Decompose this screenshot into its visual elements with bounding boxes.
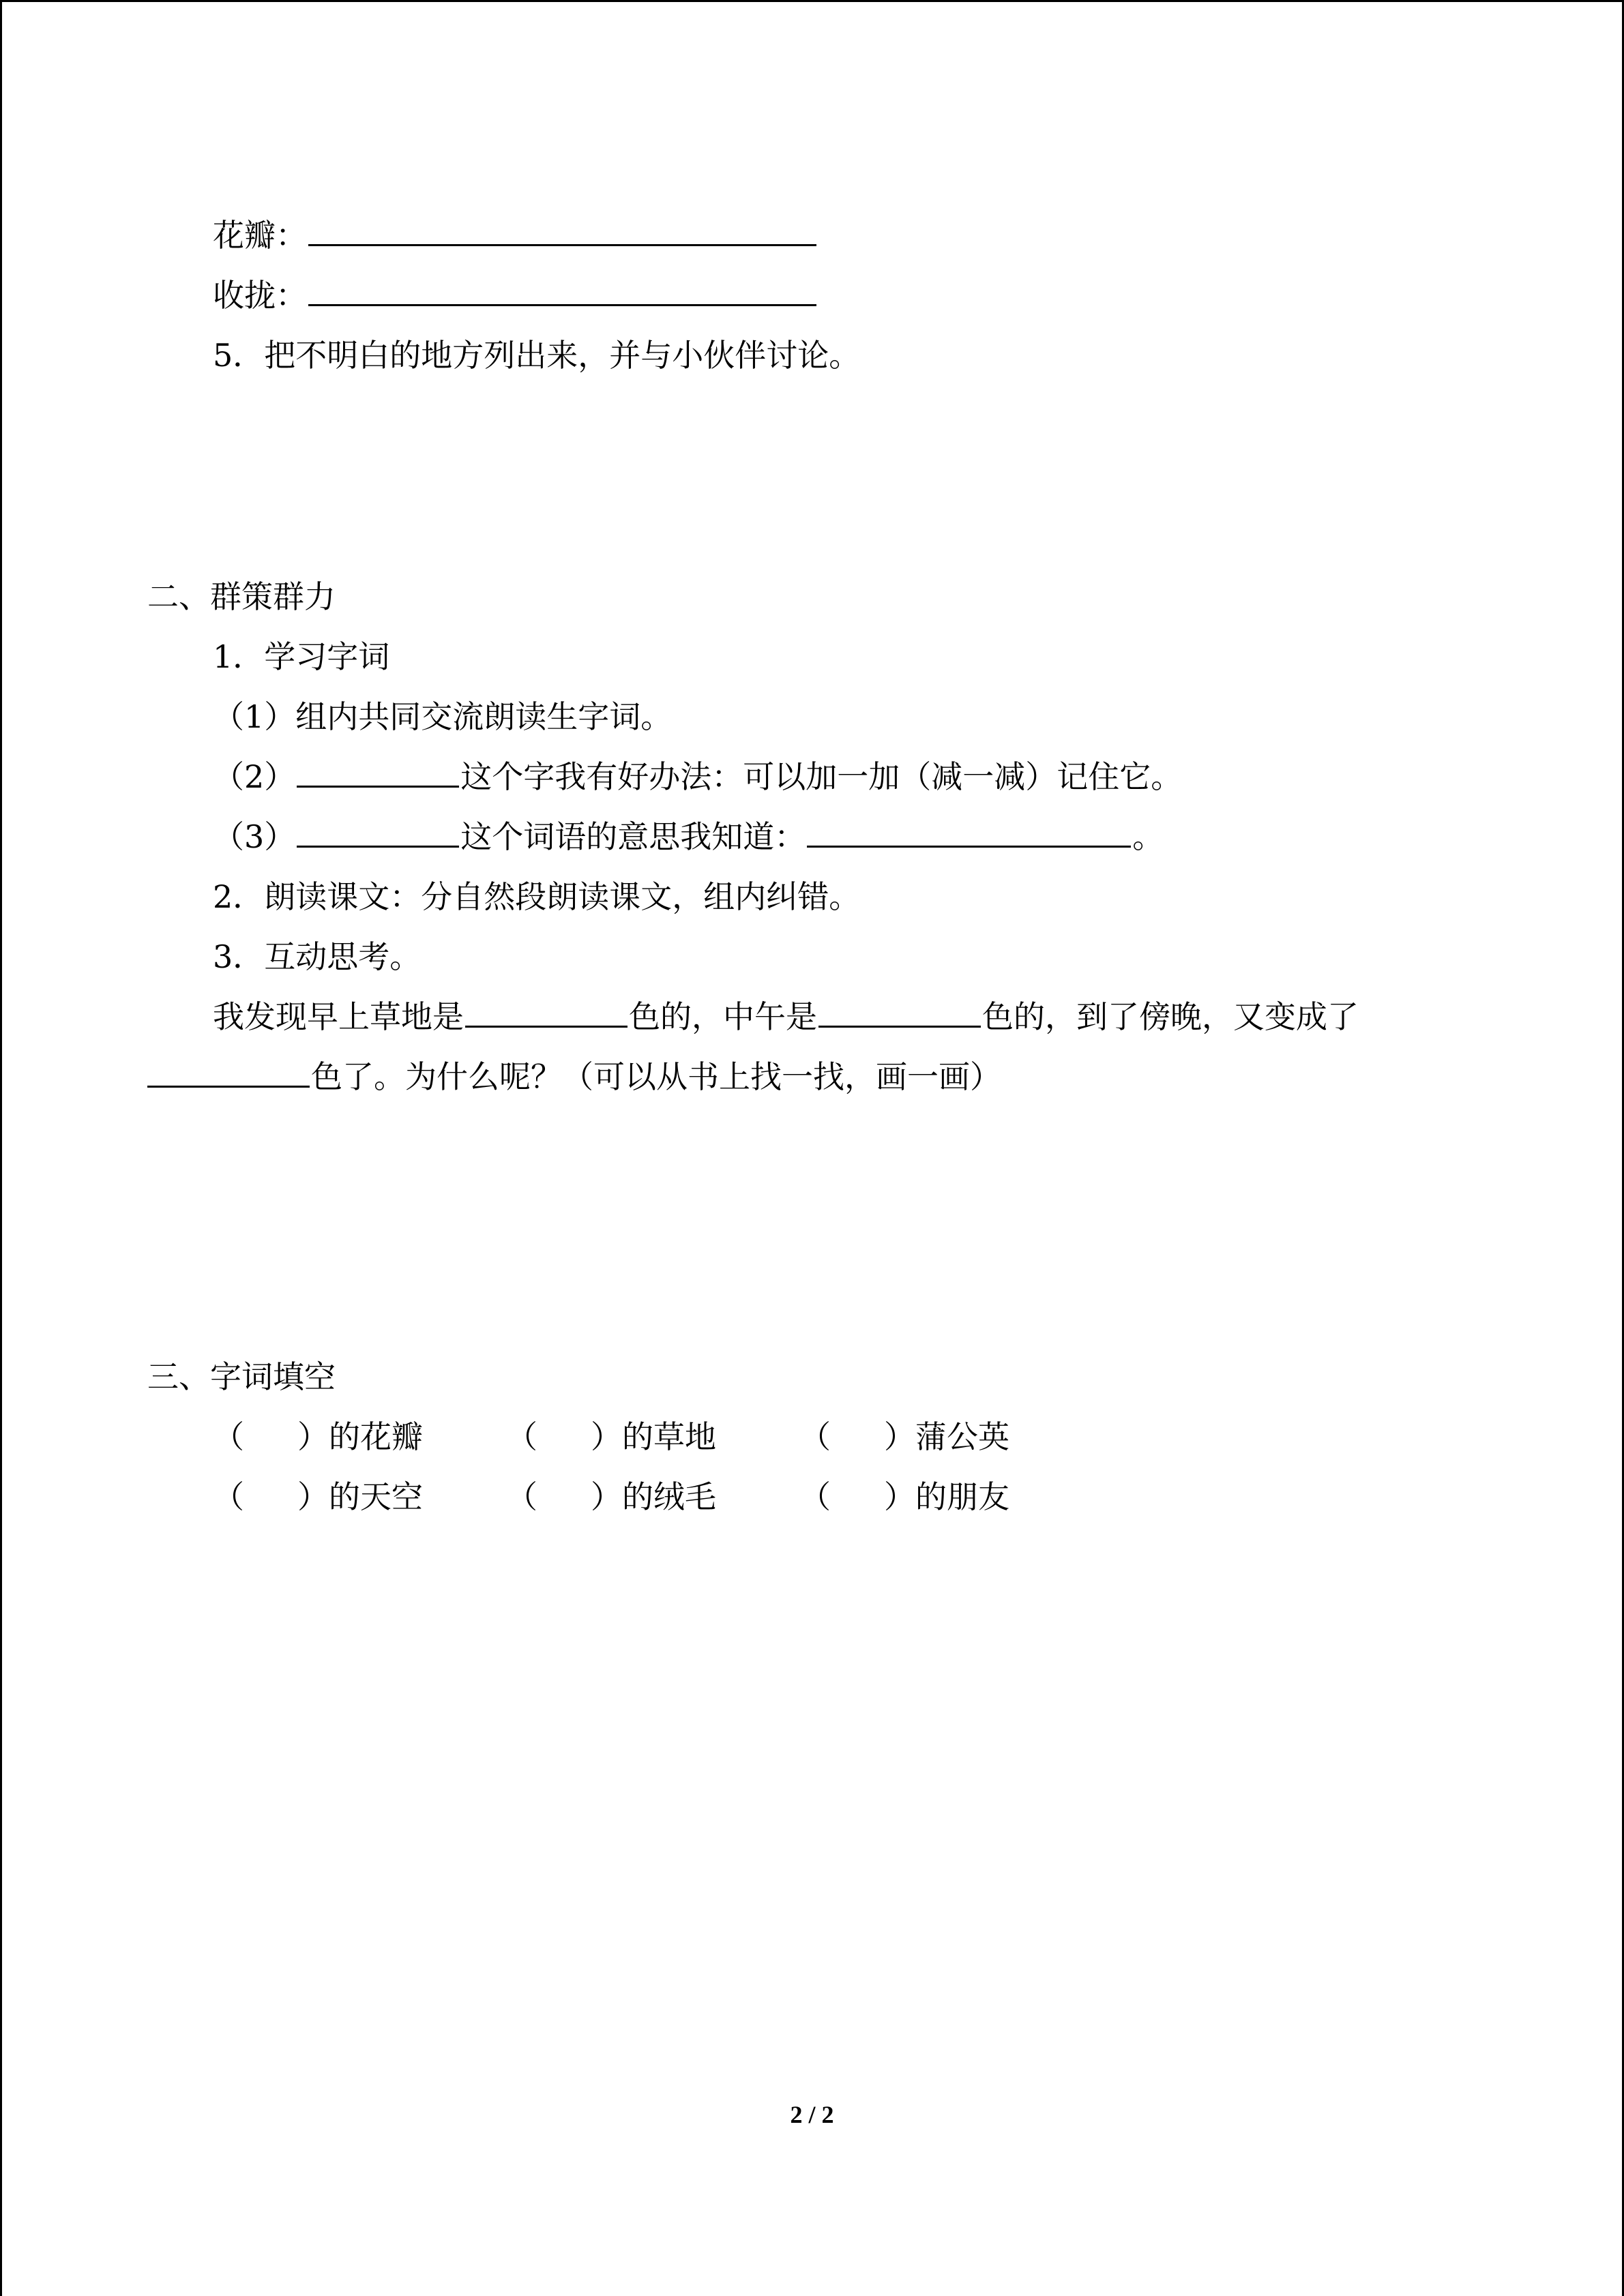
question-2-3-line2 — [147, 1053, 1001, 1101]
close-paren: ） — [884, 1418, 915, 1455]
petal-blank[interactable] — [308, 211, 816, 246]
q3-line1-c: 色的，到了傍晚，又变成了 — [982, 998, 1359, 1035]
fill-word: 的绒毛 — [622, 1478, 716, 1515]
char-blank[interactable] — [297, 753, 459, 788]
fill-item — [799, 1473, 1009, 1521]
petal-line — [213, 211, 818, 259]
fill-item — [213, 1413, 506, 1461]
fill-word: 的天空 — [329, 1478, 423, 1515]
open-paren: （ — [213, 1418, 244, 1455]
fill-item — [799, 1413, 1009, 1461]
question-2-2: 2．朗读课文：分自然段朗读课文，组内纠错。 — [213, 878, 861, 915]
fill-row-1 — [213, 1413, 1009, 1461]
question-2-3-line1 — [213, 993, 1359, 1041]
fill-word: 的草地 — [622, 1418, 716, 1455]
fill-item — [506, 1413, 799, 1461]
q1-3-mid: 这个词语的意思我知道： — [460, 818, 806, 855]
open-paren: （ — [799, 1418, 831, 1455]
q1-2-prefix: （2） — [213, 758, 296, 795]
question-2-1: 1．学习字词 — [213, 638, 390, 675]
q1-3-end: 。 — [1132, 818, 1164, 855]
q1-2-suffix: 这个字我有好办法：可以加一加（减一减）记住它。 — [460, 758, 1183, 795]
question-2-1-3 — [213, 813, 1164, 861]
q3-line2: 色了。为什么呢？（可以从书上找一找，画一画） — [311, 1058, 1001, 1095]
section-2-heading: 二、群策群力 — [147, 578, 336, 615]
question-2-1-1: （1）组内共同交流朗读生字词。 — [213, 698, 673, 735]
question-5: 5．把不明白的地方列出来，并与小伙伴讨论。 — [213, 337, 861, 374]
open-paren: （ — [213, 1478, 244, 1515]
open-paren: （ — [799, 1478, 831, 1515]
open-paren: （ — [506, 1418, 537, 1455]
question-2-3: 3．互动思考。 — [213, 938, 422, 975]
fill-item — [506, 1473, 799, 1521]
close-line — [213, 271, 818, 319]
q1-3-prefix: （3） — [213, 818, 296, 855]
fill-row-2 — [213, 1473, 1009, 1521]
close-paren: ） — [297, 1418, 329, 1455]
fill-word: 的朋友 — [915, 1478, 1009, 1515]
close-paren: ） — [591, 1478, 622, 1515]
question-2-1-2 — [213, 753, 1182, 801]
fill-word: 的花瓣 — [329, 1418, 423, 1455]
fill-item — [213, 1473, 506, 1521]
q3-line1-b: 色的，中午是 — [629, 998, 817, 1035]
close-paren: ） — [297, 1478, 329, 1515]
noon-color-blank[interactable] — [818, 993, 981, 1028]
fill-word: 蒲公英 — [915, 1418, 1009, 1455]
evening-color-blank[interactable] — [147, 1053, 310, 1088]
petal-label: 花瓣： — [213, 217, 307, 254]
word-blank[interactable] — [297, 813, 459, 848]
q3-line1-a: 我发现早上草地是 — [213, 998, 464, 1035]
morning-color-blank[interactable] — [465, 993, 628, 1028]
close-blank[interactable] — [308, 271, 816, 306]
page-number: 2 / 2 — [790, 2101, 834, 2128]
meaning-blank[interactable] — [807, 813, 1131, 848]
close-paren: ） — [884, 1478, 915, 1515]
open-paren: （ — [506, 1478, 537, 1515]
close-paren: ） — [591, 1418, 622, 1455]
close-label: 收拢： — [213, 277, 307, 314]
section-3-heading: 三、字词填空 — [147, 1358, 336, 1395]
